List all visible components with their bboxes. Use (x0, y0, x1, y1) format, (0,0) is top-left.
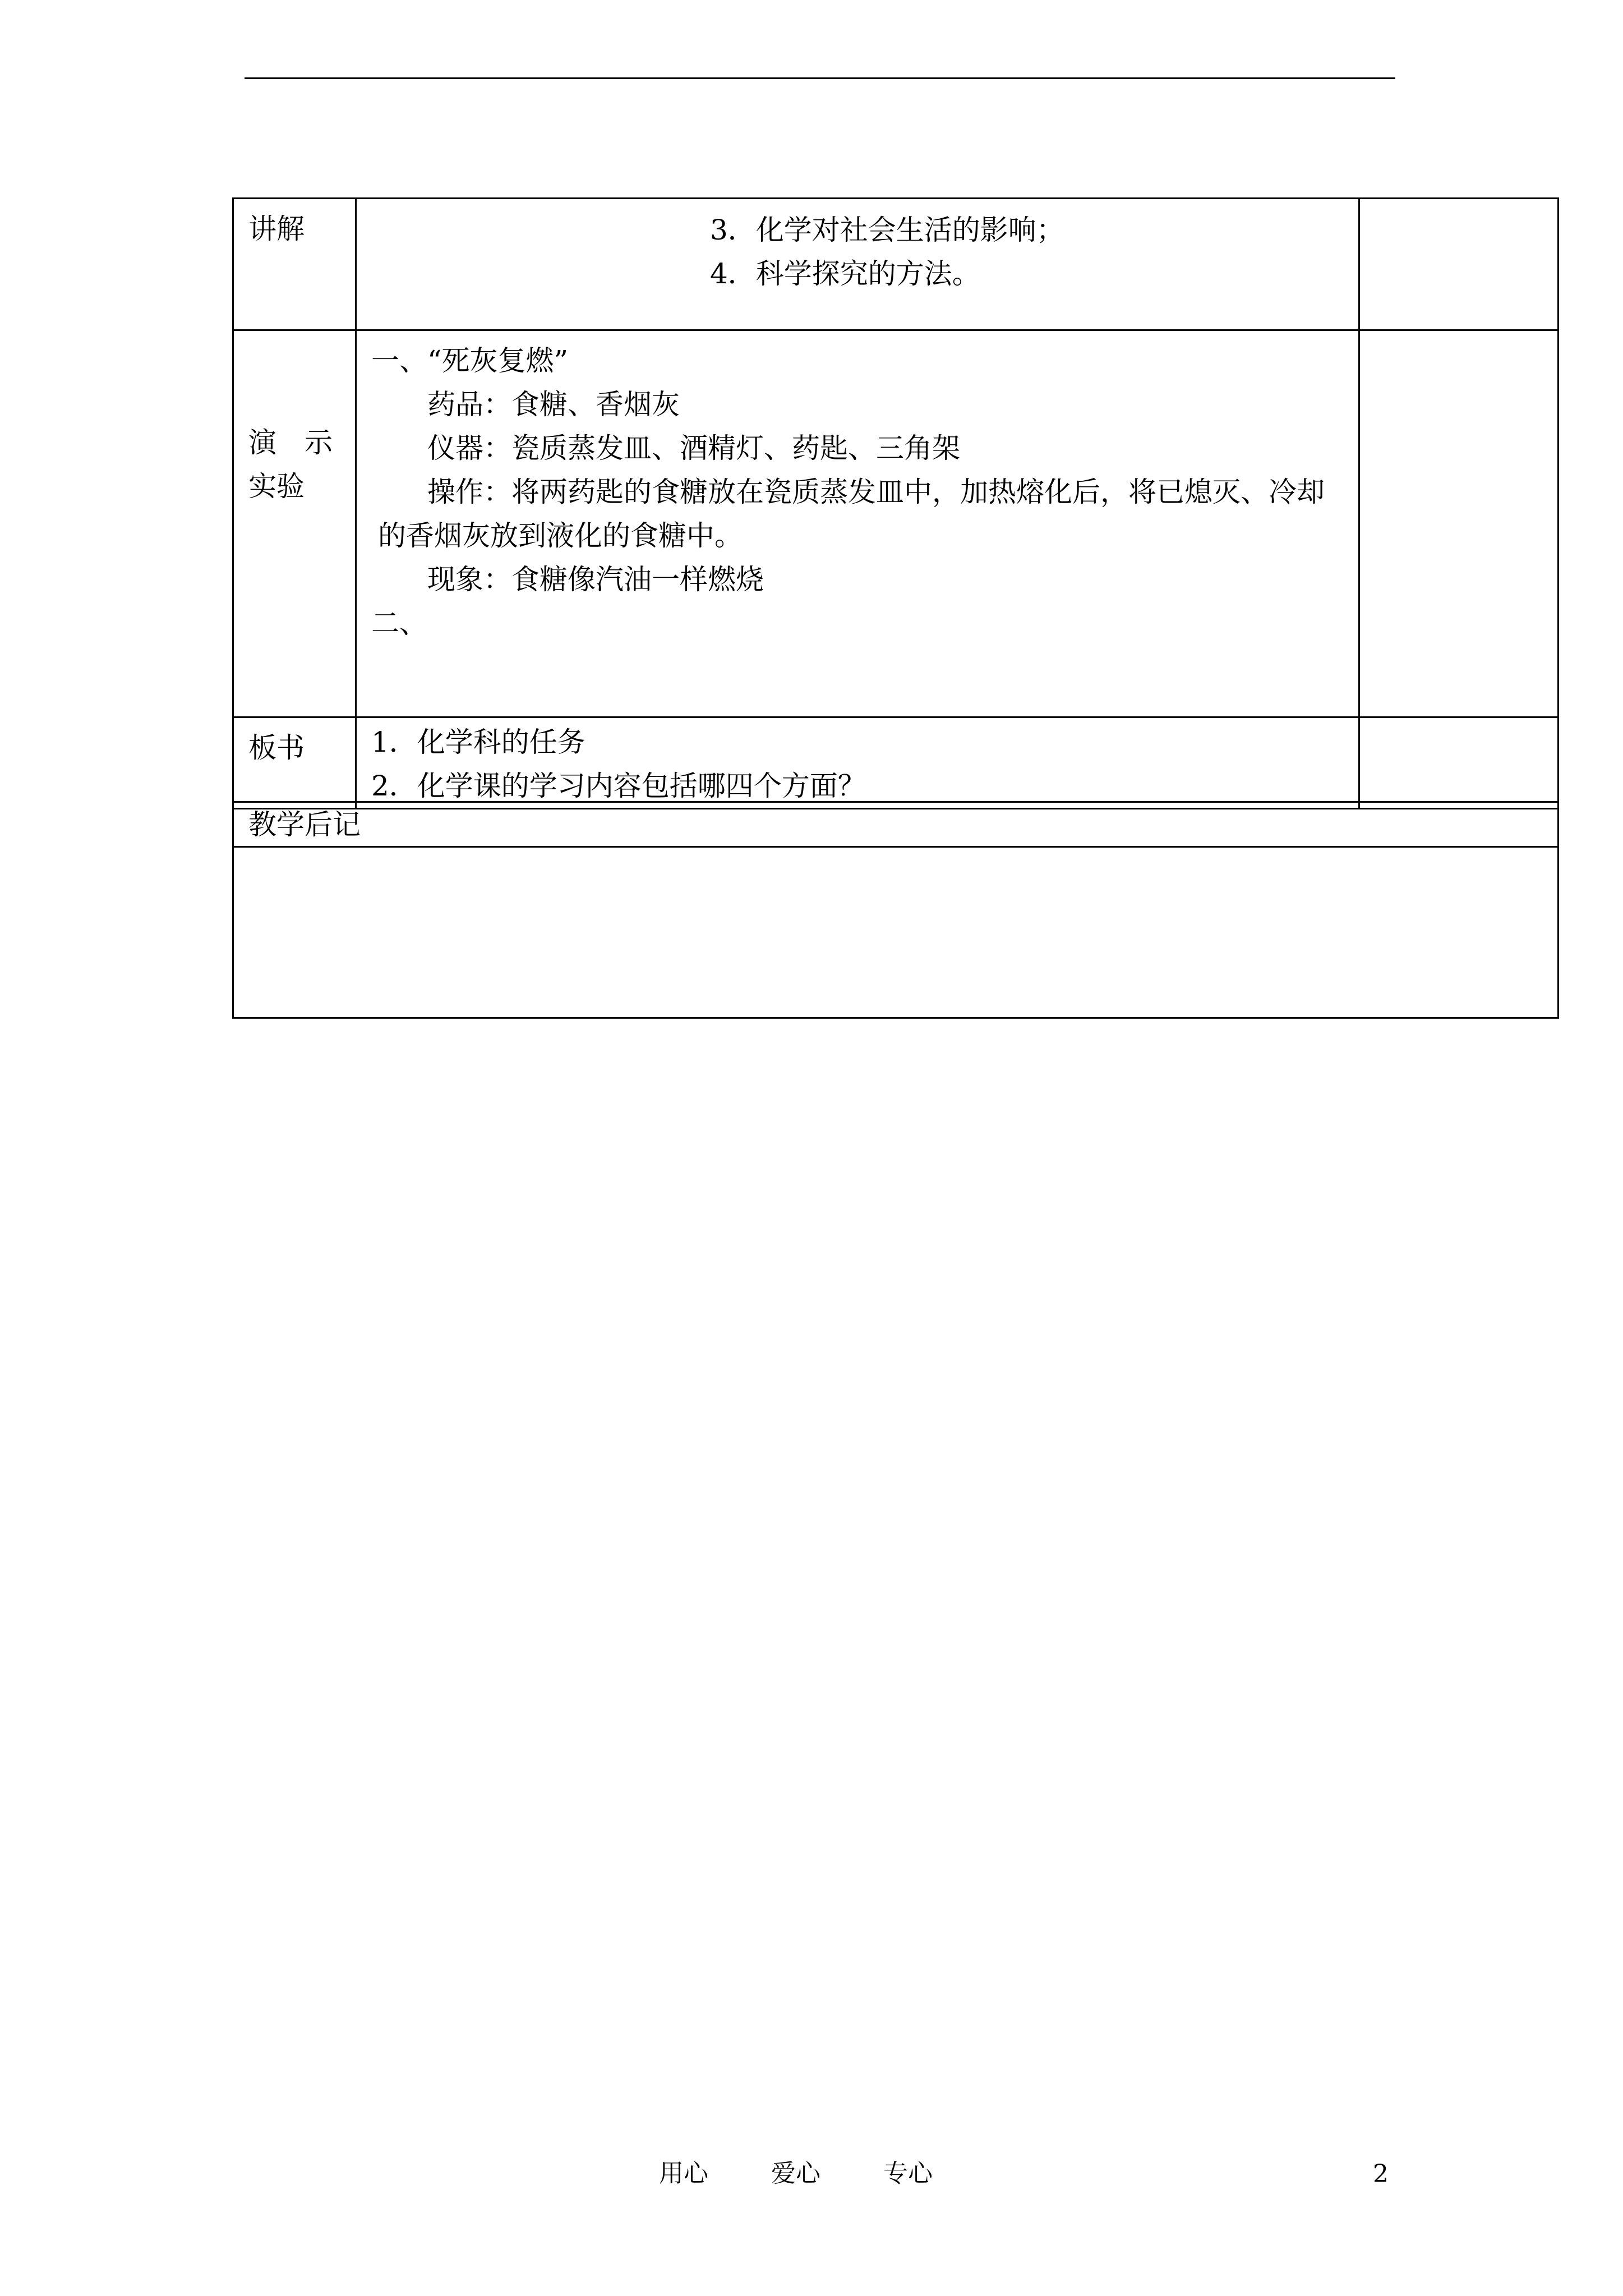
lecture-content (356, 199, 1359, 330)
demo-line-5: 的香烟灰放到液化的食糖中。 (378, 519, 743, 552)
demo-line-2: 药品：食糖、香烟灰 (427, 388, 680, 421)
notes-body-cell (233, 847, 1559, 1018)
page-number: 2 (1373, 2160, 1389, 2188)
footer-item-3: 专心 (883, 2159, 933, 2188)
footer-item-1: 用心 (659, 2159, 708, 2188)
notes-table (232, 801, 1559, 1019)
demo-label-line-2: 实验 (248, 470, 305, 503)
lecture-row (233, 199, 1559, 330)
demo-remark-cell (1359, 330, 1559, 717)
notes-body-row (233, 847, 1559, 1018)
board-row (233, 717, 1559, 809)
header-rule (245, 77, 1395, 79)
notes-header-row (233, 802, 1559, 847)
demo-label-line-1: 演 示 (248, 426, 333, 459)
board-content (356, 717, 1359, 809)
board-remark-cell (1359, 717, 1559, 809)
demo-line-6: 现象：食糖像汽油一样燃烧 (427, 563, 764, 596)
demo-line-3: 仪器：瓷质蒸发皿、酒精灯、药匙、三角架 (427, 432, 960, 464)
lecture-line-2: 4．科学探究的方法。 (710, 257, 980, 290)
board-label: 板书 (233, 717, 356, 809)
demo-line-1: 一、“死灰复燃” (371, 344, 569, 377)
lecture-label: 讲解 (233, 199, 356, 330)
demo-label-cell (233, 330, 356, 717)
lesson-table (232, 197, 1559, 809)
board-line-2: 2．化学课的学习内容包括哪四个方面？ (371, 770, 866, 802)
demo-line-7: 二、 (371, 607, 427, 639)
footer-item-2: 爱心 (771, 2159, 820, 2188)
lecture-line-1: 3．化学对社会生活的影响； (710, 214, 1064, 246)
board-line-1: 1．化学科的任务 (371, 726, 585, 758)
demo-content (356, 330, 1359, 717)
lecture-remark-cell (1359, 199, 1559, 330)
demo-line-4: 操作：将两药匙的食糖放在瓷质蒸发皿中，加热熔化后，将已熄灭、冷却 (427, 476, 1325, 508)
demo-row (233, 330, 1559, 717)
notes-label: 教学后记 (233, 802, 1559, 847)
